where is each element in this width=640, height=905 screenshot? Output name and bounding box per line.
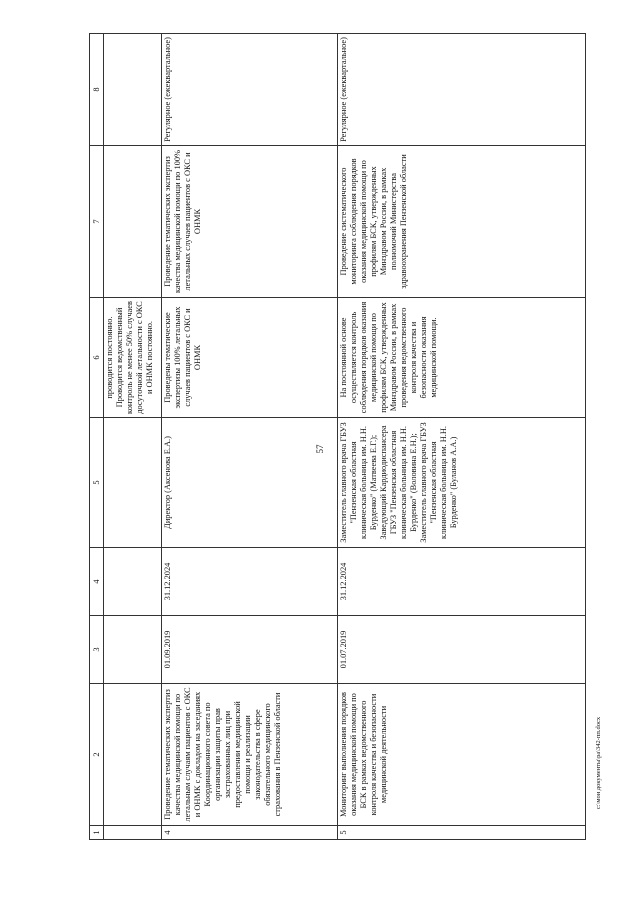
frequency-cell: Регулярное (ежеквартальное) — [338, 34, 586, 146]
result-cell: На постоянной основе осуществляется контроль соблюдения порядков оказания медицинской помощи по профилям БСК, утвержденных Минздравом России, в рамках проведения ведомственного контроля качества и безопасности оказания медицинской помощи. — [338, 298, 586, 418]
table-row — [338, 34, 586, 840]
action-plan-table — [89, 33, 586, 840]
indicator-cell — [104, 146, 162, 298]
end-date-cell — [104, 548, 162, 616]
row-number: 5 — [338, 826, 586, 840]
start-date-cell — [104, 616, 162, 684]
result-cell: Проведены тематические экспертизы 100% летальных случаев пациентов с ОКС и ОНМК — [162, 298, 338, 418]
header-cell: 3 — [90, 616, 104, 684]
row-number: 4 — [162, 826, 338, 840]
end-date-cell: 31.12.2024 — [338, 548, 586, 616]
row-number — [104, 826, 162, 840]
header-row — [90, 34, 104, 840]
activity-cell: Проведение тематических экспертиз качества медицинской помощи по летальным случаям пациентов с ОКС и ОНМК с докладом на заседаниях Координационного совета по организации защиты прав застрахованных лиц при предоставлении медицинской помощи и реализации законодательства в сфере обязательного медицинского страхования в Пензенской области — [162, 684, 338, 826]
file-path-footer: c:\мои документы\ра\342-пп.docx — [595, 716, 602, 810]
page-number: 57 — [315, 444, 325, 454]
header-cell: 7 — [90, 146, 104, 298]
responsible-cell — [104, 418, 162, 548]
activity-cell: Мониторинг выполнения порядков оказания медицинской помощи по БСК в рамках ведомственного контроля качества и безопасности медицинской деятельности — [338, 684, 586, 826]
end-date-cell: 31.12.2024 — [162, 548, 338, 616]
table-row — [162, 34, 338, 840]
header-cell: 8 — [90, 34, 104, 146]
result-cell: проводится постоянно. Проводится ведомственный контроль не менее 50% случаев досуточной летальности с ОКС и ОНМК постоянно. — [104, 298, 162, 418]
start-date-cell: 01.07.2019 — [338, 616, 586, 684]
header-cell: 5 — [90, 418, 104, 548]
header-cell: 6 — [90, 298, 104, 418]
start-date-cell: 01.09.2019 — [162, 616, 338, 684]
frequency-cell — [104, 34, 162, 146]
activity-cell — [104, 684, 162, 826]
header-cell: 2 — [90, 684, 104, 826]
indicator-cell: Проведение тематических экспертиз качества медицинской помощи по 100% летальных случаев пациентов с ОКС и ОНМК — [162, 146, 338, 298]
frequency-cell: Регулярное (ежеквартальное) — [162, 34, 338, 146]
indicator-cell: Проведение систематического мониторинга соблюдения порядков оказания медицинской помощи по профилям БСК, утвержденных Минздравом России, в рамках полномочий Министерства здравоохранения Пензенской области — [338, 146, 586, 298]
responsible-cell: Заместитель главного врача ГБУЗ "Пензенская областная клиническая больница им. Н.Н. Бурденко" (Матвеева Е.Г.); Заведующий Кардиодиспансера ГБУЗ "Пензенская областная клиническая больница им. Н.Н. Бурденко" (Воловина Е.Н.); Заместитель главного врача ГБУЗ "Пензенская областная клиническая больница им. Н.Н. Бурденко" (Буланов А.А.) — [338, 418, 586, 548]
table-row — [104, 34, 162, 840]
rotated-table-container — [89, 34, 586, 840]
header-cell: 4 — [90, 548, 104, 616]
header-cell: 1 — [90, 826, 104, 840]
responsible-cell: Директор (Аксенова Е.А.) — [162, 418, 338, 548]
